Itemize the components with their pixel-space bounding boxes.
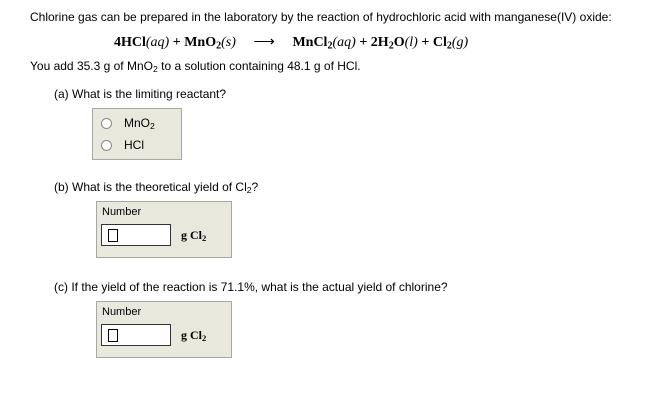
option-mno2[interactable] <box>101 113 155 133</box>
theoretical-yield-unit: g $Cl_2$ <box>181 228 207 244</box>
problem-intro: Chlorine gas can be prepared in the laboratory by the reaction of hydrochloric acid with manganese(IV) oxide: <box>30 10 612 24</box>
water-formula: $2H_2O$ <box>370 35 405 52</box>
option-hcl-radio[interactable] <box>101 140 112 151</box>
theoretical-yield-label: Number <box>102 206 142 218</box>
reaction-arrow-icon: ⟶ <box>253 34 275 50</box>
cl2-formula: $Cl_2$ <box>432 35 452 52</box>
part-a-question: (a) What is the limiting reactant? <box>54 87 227 101</box>
part-c-question: (c) If the yield of the reaction is 71.1%, what is the actual yield of chlorine? <box>54 280 448 294</box>
given-quantities: You add 35.3 g of MnO$_2$ to a solution containing 48.1 g of HCl. <box>30 59 361 75</box>
actual-yield-panel <box>96 301 232 358</box>
plus-sign: + <box>421 35 430 50</box>
water-state: (l) <box>404 35 418 50</box>
mncl2-state: (aq) <box>332 35 356 50</box>
mno2-formula: MnO$_2$ <box>184 35 222 52</box>
plus-sign: + <box>172 35 181 50</box>
text-cursor-icon <box>108 229 118 242</box>
reaction-equation <box>114 32 468 51</box>
mno2-state: (s) <box>221 35 236 50</box>
theoretical-yield-panel <box>96 201 232 258</box>
hcl-state: (aq) <box>145 35 170 50</box>
mncl2-formula: MnCl$_2$ <box>292 35 333 52</box>
text-cursor-icon <box>108 329 118 342</box>
option-mno2-label: MnO$_2$ <box>124 116 155 132</box>
limiting-reactant-choices <box>92 108 182 160</box>
cl2-state: (g) <box>451 35 469 50</box>
actual-yield-unit: g $Cl_2$ <box>181 328 207 344</box>
option-hcl-label: HCl <box>124 138 144 152</box>
part-b-question: (b) What is the theoretical yield of $Cl_2$? <box>54 180 259 196</box>
option-mno2-radio[interactable] <box>101 118 112 129</box>
theoretical-yield-input[interactable] <box>101 224 171 246</box>
actual-yield-label: Number <box>102 306 142 318</box>
hcl-formula: 4HCl <box>114 35 146 50</box>
option-hcl[interactable] <box>101 135 144 155</box>
plus-sign: + <box>359 35 368 50</box>
actual-yield-input[interactable] <box>101 324 171 346</box>
